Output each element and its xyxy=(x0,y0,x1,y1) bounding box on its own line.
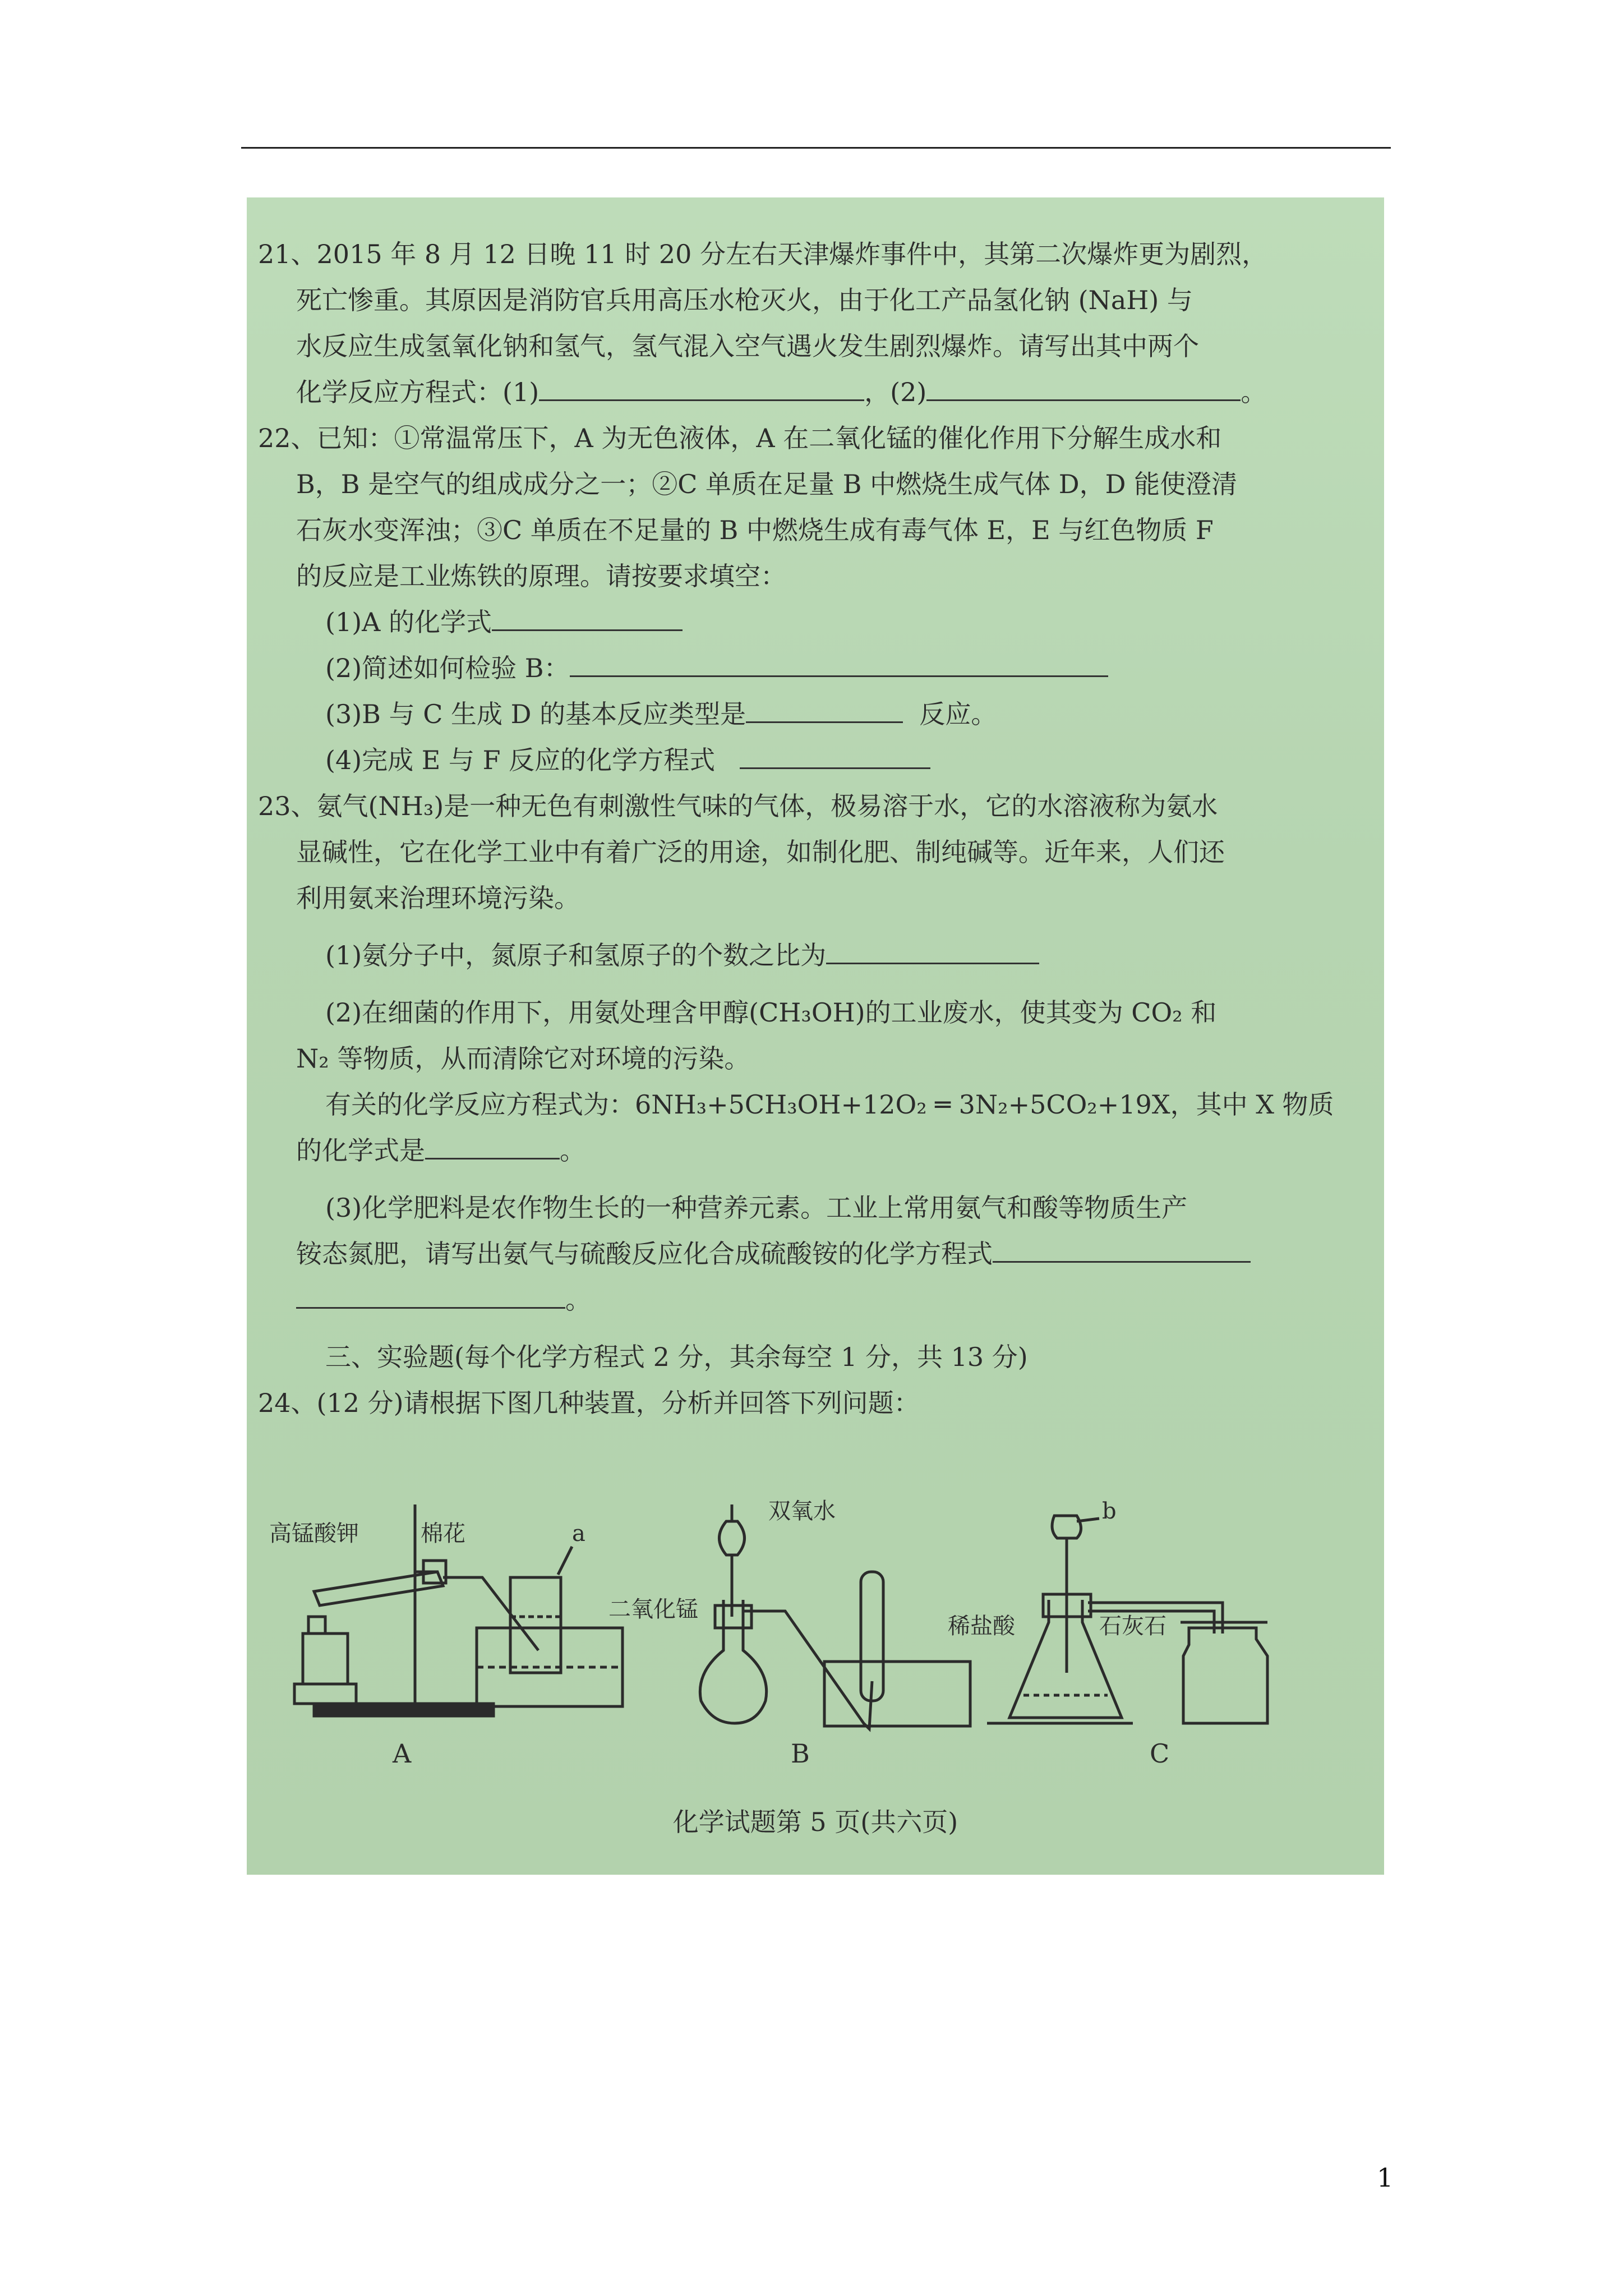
q23-sub-3b-text: 铵态氮肥，请写出氨气与硫酸反应化合成硫酸铵的化学方程式 xyxy=(296,1239,993,1269)
q21-line-4 xyxy=(258,369,1374,415)
figure-label-b: B xyxy=(791,1738,810,1769)
q22-sub-2-text: (2)简述如何检验 B： xyxy=(325,653,570,683)
q21-prompt-2: ，(2) xyxy=(864,377,927,407)
q22-sub-1-text: (1)A 的化学式 xyxy=(325,607,492,637)
q23-sub-1 xyxy=(258,932,1374,978)
header-rule xyxy=(241,147,1391,149)
q24-line: 24、(12 分)请根据下图几种装置，分析并回答下列问题： xyxy=(258,1388,920,1418)
apparatus-diagram xyxy=(247,1488,1384,1779)
q23-sub-2c: 有关的化学反应方程式为：6NH₃+5CH₃OH+12O₂ ═ 3N₂+5CO₂+19X，其中 X 物质 xyxy=(325,1089,1334,1120)
q23-sub-3c xyxy=(258,1277,1374,1323)
q22-sub-3 xyxy=(258,691,1374,737)
answer-blank[interactable] xyxy=(492,607,683,631)
q22-sub-1 xyxy=(258,599,1374,645)
q23-sub-2d-end: 。 xyxy=(560,1135,585,1166)
q22-sub-3-text: (3)B 与 C 生成 D 的基本反应类型是 xyxy=(325,699,746,729)
answer-blank[interactable] xyxy=(826,940,1039,964)
q23-sub-1-text: (1)氨分子中，氮原子和氢原子的个数之比为 xyxy=(325,940,827,970)
q22-line-2: B，B 是空气的组成成分之一；②C 单质在足量 B 中燃烧生成气体 D，D 能使澄清 xyxy=(296,469,1238,499)
section-3-heading: 三、实验题(每个化学方程式 2 分，其余每空 1 分，共 13 分) xyxy=(325,1342,1028,1372)
q23-sub-2a: (2)在细菌的作用下，用氨处理含甲醇(CH₃OH)的工业废水，使其变为 CO₂ 和 xyxy=(325,997,1217,1028)
answer-blank[interactable] xyxy=(425,1135,560,1159)
q23-sub-2d xyxy=(258,1128,1374,1174)
q22-line-1: 22、已知：①常温常压下，A 为无色液体，A 在二氧化锰的催化作用下分解生成水和 xyxy=(258,423,1222,453)
page-footer: 化学试题第 5 页(共六页) xyxy=(672,1807,958,1837)
q22-sub-2 xyxy=(258,645,1374,691)
label-mianhua: 棉花 xyxy=(421,1521,465,1547)
answer-blank[interactable] xyxy=(993,1239,1251,1263)
label-b: b xyxy=(1102,1498,1117,1524)
answer-blank[interactable] xyxy=(570,653,1108,677)
answer-blank[interactable] xyxy=(296,1285,565,1309)
q23-line-2: 显碱性，它在化学工业中有着广泛的用途，如制化肥、制纯碱等。近年来，人们还 xyxy=(296,837,1225,867)
label-a: a xyxy=(572,1521,585,1547)
page-number: 1 xyxy=(1377,2162,1394,2193)
q23-sub-2d-text: 的化学式是 xyxy=(296,1135,425,1166)
exam-page-photo xyxy=(247,197,1384,1875)
q22-sub-4 xyxy=(258,737,1374,783)
q23-sub-3a: (3)化学肥料是农作物生长的一种营养元素。工业上常用氨气和酸等物质生产 xyxy=(325,1193,1188,1223)
q23-line-3: 利用氨来治理环境污染。 xyxy=(296,883,580,913)
label-shihuishi: 石灰石 xyxy=(1099,1613,1166,1639)
q22-line-3: 石灰水变浑浊；③C 单质在不足量的 B 中燃烧生成有毒气体 E，E 与红色物质 F xyxy=(296,515,1214,545)
question-text xyxy=(258,231,1374,1426)
q21-line-2: 死亡惨重。其原因是消防官兵用高压水枪灭火，由于化工产品氢化钠 (NaH) 与 xyxy=(296,285,1193,315)
apparatus-b xyxy=(700,1504,970,1729)
q21-line-3: 水反应生成氢氧化钠和氢气，氢气混入空气遇火发生剧烈爆炸。请写出其中两个 xyxy=(296,331,1199,361)
q22-sub-3-end: 反应。 xyxy=(919,699,997,729)
figure-label-c: C xyxy=(1150,1738,1170,1769)
q22-line-4: 的反应是工业炼铁的原理。请按要求填空： xyxy=(296,561,786,591)
answer-blank[interactable] xyxy=(539,377,864,401)
q21-prompt: 化学反应方程式：(1) xyxy=(296,377,540,407)
q23-sub-2b: N₂ 等物质，从而清除它对环境的污染。 xyxy=(296,1043,750,1074)
q21-line-1: 21、2015 年 8 月 12 日晚 11 时 20 分左右天津爆炸事件中，其第二次爆炸更为剧烈， xyxy=(258,239,1268,269)
q23-sub-3b xyxy=(258,1231,1374,1277)
label-gaomengsuanjia: 高锰酸钾 xyxy=(269,1521,359,1547)
answer-blank[interactable] xyxy=(740,745,930,769)
q22-sub-4-text: (4)完成 E 与 F 反应的化学方程式 xyxy=(325,745,716,775)
label-shuangyangshui: 双氧水 xyxy=(768,1498,836,1524)
q23-sub-3c-end: 。 xyxy=(565,1285,591,1315)
answer-blank[interactable] xyxy=(746,699,903,723)
answer-blank[interactable] xyxy=(926,377,1241,401)
q23-line-1: 23、氨气(NH₃)是一种无色有刺激性气味的气体，极易溶于水，它的水溶液称为氨水 xyxy=(258,791,1218,821)
label-eryanghuameng: 二氧化锰 xyxy=(608,1596,698,1622)
figure-label-a: A xyxy=(393,1738,412,1769)
label-xiyansuan: 稀盐酸 xyxy=(948,1613,1015,1639)
q21-end: 。 xyxy=(1241,377,1267,407)
